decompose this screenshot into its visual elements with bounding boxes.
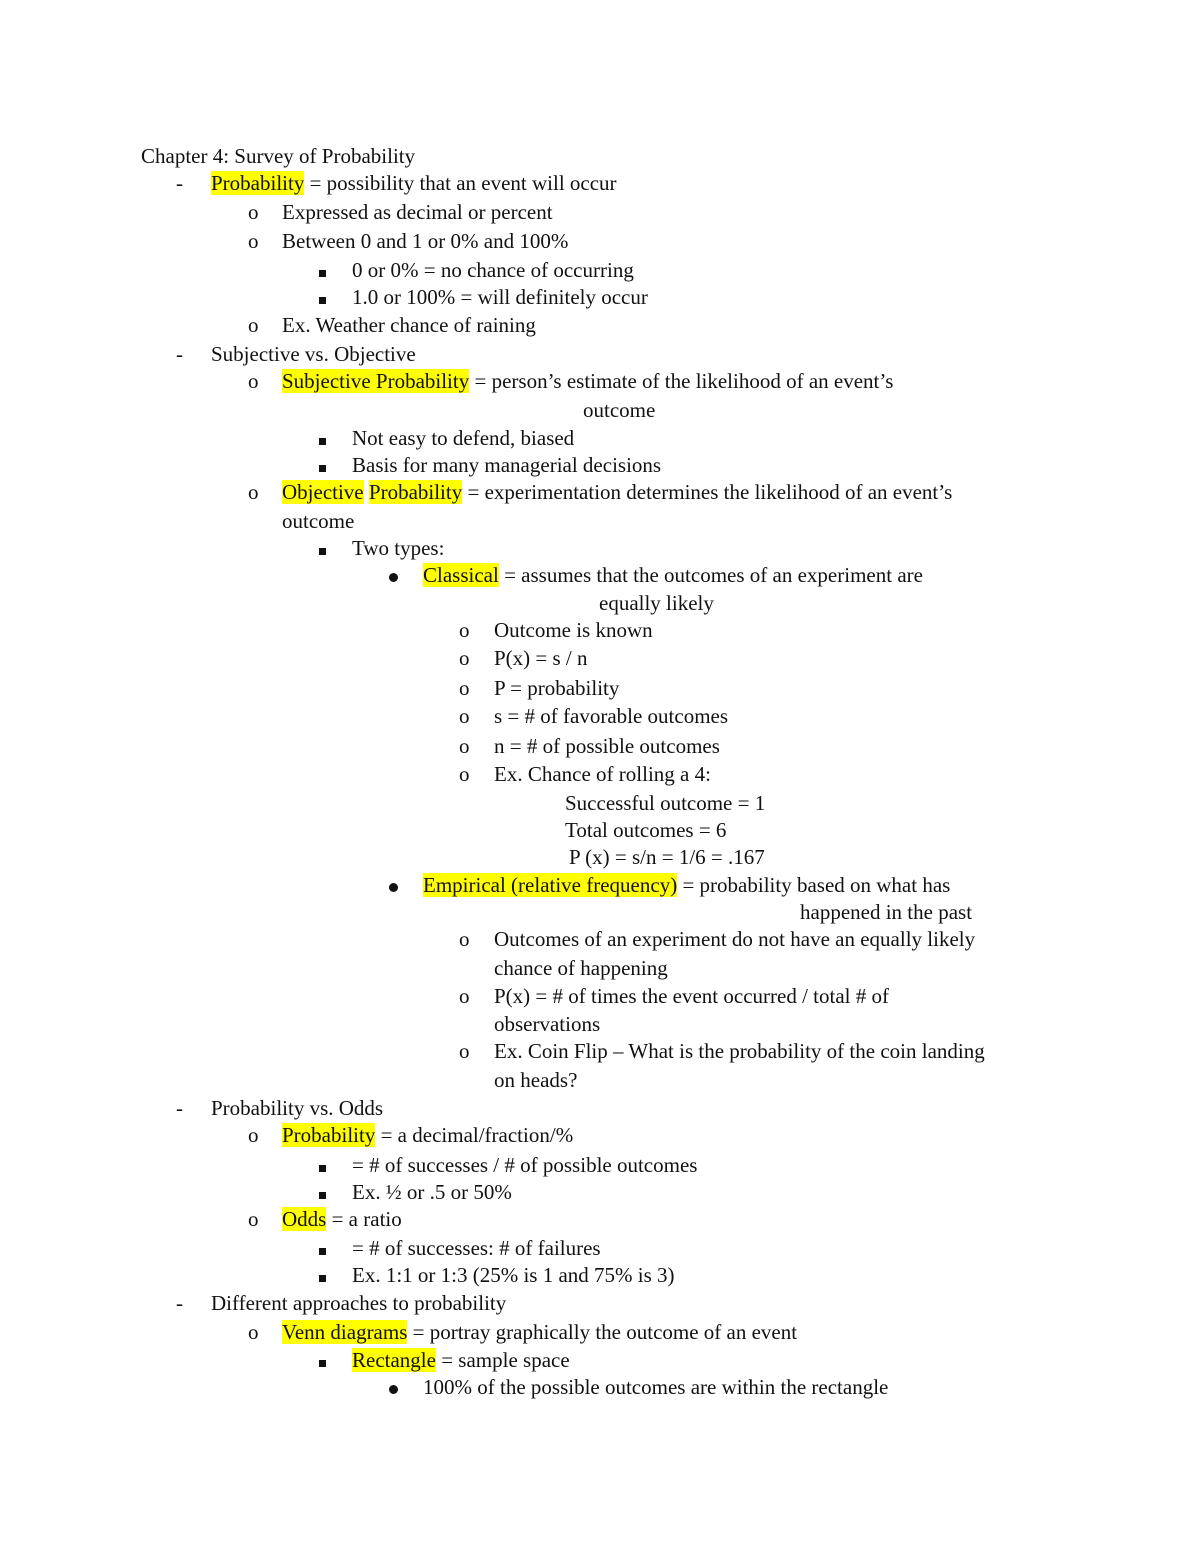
list-item: Outcome is known xyxy=(494,618,653,642)
square-bullet xyxy=(319,1153,326,1177)
definition-text: = portray graphically the outcome of an event xyxy=(407,1320,798,1344)
circle-bullet: o xyxy=(248,1207,259,1231)
dash-bullet: - xyxy=(176,1291,183,1315)
square-bullet xyxy=(319,1236,326,1260)
list-item: = # of successes: # of failures xyxy=(352,1236,601,1260)
definition-text: = possibility that an event will occur xyxy=(304,171,617,195)
definition-text: = probability based on what has xyxy=(677,873,951,897)
highlighted-term: Empirical (relative frequency) xyxy=(423,873,678,897)
definition-text: = sample space xyxy=(435,1348,570,1372)
list-item: n = # of possible outcomes xyxy=(494,734,720,758)
highlighted-term: Probability xyxy=(211,171,305,195)
circle-bullet: o xyxy=(459,676,470,700)
circle-bullet: o xyxy=(459,734,470,758)
list-item: Ex. Coin Flip – What is the probability of the coin landing xyxy=(494,1039,985,1063)
venn-definition xyxy=(282,1320,797,1344)
list-item: P = probability xyxy=(494,676,620,700)
odds-definition xyxy=(282,1207,402,1231)
list-item: Ex. Chance of rolling a 4: xyxy=(494,762,711,786)
definition-continuation: happened in the past xyxy=(800,900,973,924)
section-heading: Different approaches to probability xyxy=(211,1291,507,1315)
example-line: Total outcomes = 6 xyxy=(565,818,727,842)
circle-bullet: o xyxy=(248,229,259,253)
circle-bullet: o xyxy=(459,618,470,642)
classical-definition xyxy=(423,563,923,587)
highlighted-term: Probability xyxy=(368,480,463,504)
highlighted-term: Classical xyxy=(423,563,499,587)
circle-bullet: o xyxy=(248,369,259,393)
round-bullet xyxy=(389,563,398,587)
empirical-definition xyxy=(423,873,950,897)
list-item: s = # of favorable outcomes xyxy=(494,704,729,728)
circle-bullet: o xyxy=(248,1123,259,1147)
definition-continuation: equally likely xyxy=(599,591,714,615)
subjective-definition xyxy=(282,369,893,393)
round-bullet xyxy=(389,1375,398,1399)
list-item: 100% of the possible outcomes are within the rectangle xyxy=(423,1375,889,1399)
list-item: 0 or 0% = no chance of occurring xyxy=(352,258,634,282)
example-line: Successful outcome = 1 xyxy=(565,791,766,815)
circle-bullet: o xyxy=(459,984,470,1008)
circle-bullet: o xyxy=(248,313,259,337)
circle-bullet: o xyxy=(248,1320,259,1344)
list-item: Expressed as decimal or percent xyxy=(282,200,553,224)
list-item: Ex. ½ or .5 or 50% xyxy=(352,1180,512,1204)
round-bullet xyxy=(389,873,398,897)
list-item: 1.0 or 100% = will definitely occur xyxy=(352,285,648,309)
dash-bullet: - xyxy=(176,342,183,366)
list-item: Ex. 1:1 or 1:3 (25% is 1 and 75% is 3) xyxy=(352,1263,675,1287)
dash-bullet: - xyxy=(176,1096,183,1120)
definition-text: = a ratio xyxy=(326,1207,402,1231)
circle-bullet: o xyxy=(248,200,259,224)
page-title: Chapter 4: Survey of Probability xyxy=(141,144,416,168)
square-bullet xyxy=(319,1348,326,1372)
square-bullet xyxy=(319,258,326,282)
list-item: Ex. Weather chance of raining xyxy=(282,313,536,337)
list-item: = # of successes / # of possible outcomes xyxy=(352,1153,698,1177)
definition-text: = assumes that the outcomes of an experiment are xyxy=(498,563,923,587)
definition-text: = person’s estimate of the likelihood of an event’s xyxy=(469,369,894,393)
list-item: Outcomes of an experiment do not have an equally likely xyxy=(494,927,976,951)
list-item-continuation: chance of happening xyxy=(494,956,668,980)
section-heading: Subjective vs. Objective xyxy=(211,342,416,366)
circle-bullet: o xyxy=(459,927,470,951)
list-item-continuation: observations xyxy=(494,1012,601,1036)
example-line: P (x) = s/n = 1/6 = .167 xyxy=(569,845,765,869)
list-item: Not easy to defend, biased xyxy=(352,426,575,450)
circle-bullet: o xyxy=(248,480,259,504)
objective-definition xyxy=(282,480,952,504)
probability-definition xyxy=(282,1123,573,1147)
list-item: Between 0 and 1 or 0% and 100% xyxy=(282,229,569,253)
circle-bullet: o xyxy=(459,762,470,786)
list-item: P(x) = # of times the event occurred / total # of xyxy=(494,984,889,1008)
section-heading: Probability vs. Odds xyxy=(211,1096,384,1120)
highlighted-term: Odds xyxy=(282,1207,327,1231)
square-bullet xyxy=(319,426,326,450)
definition-continuation: outcome xyxy=(282,509,355,533)
definition-text: = experimentation determines the likelihood of an event’s xyxy=(462,480,953,504)
circle-bullet: o xyxy=(459,1039,470,1063)
square-bullet xyxy=(319,536,326,560)
definition-text: = a decimal/fraction/% xyxy=(375,1123,574,1147)
circle-bullet: o xyxy=(459,646,470,670)
square-bullet xyxy=(319,453,326,477)
highlighted-term: Venn diagrams xyxy=(282,1320,408,1344)
list-item: Basis for many managerial decisions xyxy=(352,453,662,477)
rectangle-definition xyxy=(352,1348,570,1372)
dash-bullet: - xyxy=(176,171,183,195)
square-bullet xyxy=(319,1180,326,1204)
highlighted-term: Probability xyxy=(282,1123,376,1147)
list-item: Two types: xyxy=(352,536,445,560)
list-item: P(x) = s / n xyxy=(494,646,588,670)
list-item-continuation: on heads? xyxy=(494,1068,578,1092)
highlighted-term: Rectangle xyxy=(352,1348,436,1372)
circle-bullet: o xyxy=(459,704,470,728)
highlighted-term: Subjective Probability xyxy=(282,369,470,393)
definition-continuation: outcome xyxy=(583,398,656,422)
square-bullet xyxy=(319,1263,326,1287)
probability-definition xyxy=(211,171,617,195)
highlighted-term: Objective xyxy=(282,480,364,504)
square-bullet xyxy=(319,285,326,309)
